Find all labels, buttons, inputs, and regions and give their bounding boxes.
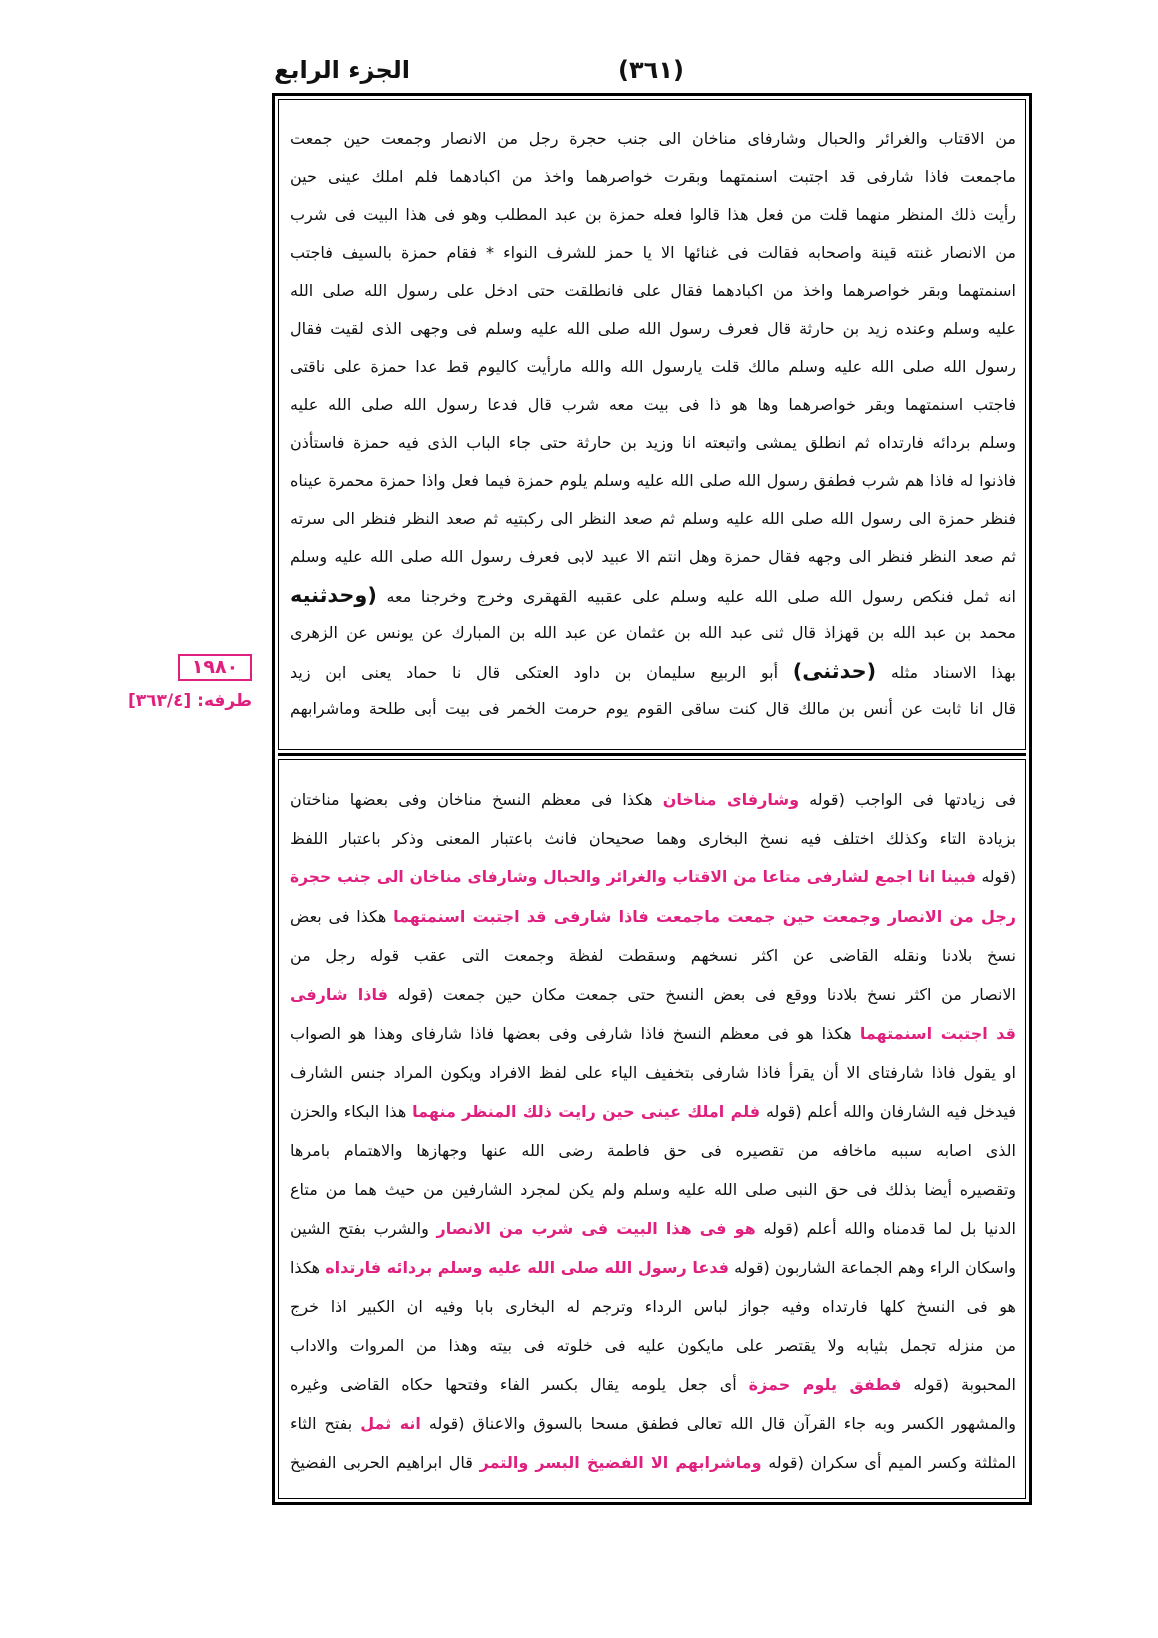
hadith-line: رسول الله صلى الله عليه وسلم مالك قلت يارسول الله والله مارأيت كاليوم قط عدا حمزة على ناقتى [290,357,1016,376]
page-number: (٣٦١) [618,56,684,84]
hadith-line: قال انا ثابت عن أنس بن مالك قال كنت ساقى القوم يوم حرمت الخمر فى بيت أبى طلحة وماشرابهم [290,699,1016,718]
hadith-line: فاذنوا له فاذا هم شرب فطفق رسول الله صلى الله عليه وسلم يلوم حمزة فيما فعل واذا حمزة محمرة عيناه [290,471,1016,490]
hadith-line: رأيت ذلك المنظر منهما قلت من فعل هذا قالوا فعله حمزة بن عبد المطلب وهو فى هذا البيت فى شرب [290,205,1016,224]
highlighted-quote: هو فى هذا البيت فى شرب من الانصار [436,1219,756,1238]
hadith-line: من الاقتاب والغرائر والحبال وشارفاى مناخان الى جنب حجرة رجل من الانصار وجمعت حين جمعت [290,129,1016,148]
hadith-line: ثم صعد النظر فنظر الى وجهه فقال حمزة وهل انتم الا عبيد لابى فعرف رسول الله صلى الله عليه وسلم [290,547,1016,566]
hadith-text-block [288,120,1016,728]
commentary-text: قال ابراهيم الحربى الفضيخ [290,1453,480,1472]
hadith-line: اسنمتهما وبقر خواصرهما واخذ من اكبادهما فقال على فانطلقت حتى ادخل على رسول الله صلى الله [290,281,1016,300]
commentary-line [288,975,1016,1014]
commentary-line [288,1365,1016,1404]
commentary-text: فى زيادتها فى الواجب (قوله [799,790,1016,809]
commentary-line [288,1092,1016,1131]
hadith-line: من الانصار غنته قينة واصحابه فقالت فى غنائها الا يا حمز للشرف النواء * فقام حمزة بالسيف فاجتب [290,243,1016,262]
highlighted-quote: فاذا شارفى [290,985,388,1004]
commentary-line [288,1014,1016,1053]
commentary-text: هكذا [289,1258,326,1277]
commentary-text: فيدخل فيه الشارفان والله أعلم (قوله [760,1102,1016,1121]
highlighted-quote: فطفق يلوم حمزة [748,1375,902,1394]
commentary-line [288,1209,1016,1248]
commentary-line [288,858,1016,897]
commentary-text: هكذا فى معظم النسخ مناخان وفى بعضها مناختان [290,790,663,809]
hadith-number-badge: ١٩٨٠ [178,654,252,681]
hadith-text: انه ثمل فنكص رسول الله صلى الله عليه وسلم على عقبيه القهقرى وخرج وخرجنا معه [376,587,1016,606]
commentary-line [288,1404,1016,1443]
commentary-text: والمشهور الكسر وبه جاء القرآن قال الله تعالى فطفق مسحا بالسوق والاعناق (قوله [420,1414,1016,1433]
highlighted-quote: وشارفاى مناخان [662,790,800,809]
commentary-text: بفتح الثاء [289,1414,361,1433]
commentary-text: هذا البكاء والحزن [289,1102,413,1121]
commentary-text: الدنيا بل لما قدمناه والله أعلم (قوله [755,1219,1016,1238]
hadith-line [288,652,1016,690]
hadith-line: فنظر حمزة الى رسول الله صلى الله عليه وسلم ثم صعد النظر الى ركبتيه ثم صعد النظر فنظر الى سرته [290,509,1016,528]
commentary-text-block [288,780,1016,1482]
highlighted-quote: فدعا رسول الله صلى الله عليه وسلم بردائه فارتداه [325,1258,730,1277]
commentary-text: هكذا فى بعض [289,907,394,926]
hadith-line: محمد بن عبد الله بن قهزاذ قال ثنى عبد الله بن عثمان عن عبد الله بن المبارك عن يونس عن الزهرى [290,623,1016,642]
commentary-line [288,780,1016,819]
highlighted-quote: فلم املك عينى حين رايت ذلك المنظر منهما [412,1102,761,1121]
hadith-line: وسلم بردائه فارتداه ثم انطلق يمشى واتبعته انا وزيد بن حارثة حتى جاء الباب الذى فيه حمزة فاستأذن [290,433,1016,452]
commentary-line: من منزله تجمل بثيابه ولا يقتصر على مايكون عليه فى خلوته فى بيته وهذا من المروات والاداب [290,1336,1016,1355]
commentary-text: هكذا هو فى معظم النسخ فاذا شارفى وفى بعضها فاذا شارفاى وهذا هو الصواب [290,1024,860,1043]
commentary-line [288,897,1016,936]
commentary-line: بزيادة التاء وكذلك اختلف فيه نسخ البخارى وهما صحيحان فانث باعتبار المعنى وذكر باعتبار اللفظ [290,829,1016,848]
highlighted-quote: قد اجتبت اسنمتهما [859,1024,1016,1043]
cross-reference: طرفه: [٣٦٣/٤] [127,691,252,711]
commentary-text: أى جعل يلومه يقال بكسر الفاء وفتحها حكاه القاضى وغيره [289,1375,749,1394]
hadith-line: ماجمعت فاذا شارفى قد اجتبت اسنمتهما وبقرت خواصرهما واخذ من اكبادهما فلم املك عينى حين [290,167,1016,186]
hadith-text: أبو الربيع سليمان بن داود العتكى قال نا حماد يعنى ابن زيد [290,663,793,682]
commentary-line: نسخ بلادنا ونقله القاضى عن اكثر نسخهم وسقطت لفظة وجمعت التى عقب قوله رجل من [290,946,1016,965]
commentary-line: الذى اصابه سببه ماخافه من تقصيره فى حق فاطمة رضى الله عنها وجهازها والاهتمام بامرها [290,1141,1016,1160]
commentary-text: المحبوبة (قوله [901,1375,1016,1394]
hadith-text: بهذا الاسناد مثله [876,663,1016,682]
commentary-line: او يقول فاذا شارفتاى الا أن يقرأ فاذا شارفى بتخفيف الياء على لفظ الافراد ويكون المراد جنس الشارف [290,1063,1016,1082]
narration-marker: (وحدثنيه [290,583,377,607]
highlighted-quote: فبينا انا اجمع لشارفى متاعا من الاقتاب والغرائر والحبال وشارفاى مناخان الى جنب حجرة [290,868,977,886]
highlighted-quote: انه ثمل [360,1414,421,1433]
hadith-line [288,576,1016,614]
box-divider [278,753,1026,756]
commentary-text: الانصار من اكثر نسخ بلادنا ووقع فى بعض النسخ حتى جمعت مكان حين جمعت (قوله [387,985,1016,1004]
hadith-line: عليه وسلم وعنده زيد بن حارثة قال فعرف رسول الله صلى الله عليه وسلم فى وجهى الذى لقيت فقال [290,319,1016,338]
commentary-text: واسكان الراء وهم الجماعة الشاربون (قوله [729,1258,1016,1277]
highlighted-quote: رجل من الانصار وجمعت حين جمعت ماجمعت فاذا شارفى قد اجتبت اسنمتهما [393,907,1016,926]
volume-title: الجزء الرابع [274,56,410,84]
narration-marker: (حدثنى) [792,659,877,683]
commentary-text: والشرب بفتح الشين [290,1219,437,1238]
highlighted-quote: وماشرابهم الا الفضيخ البسر والتمر [479,1453,762,1472]
commentary-line: وتقصيره أيضا بذلك فى حق النبى صلى الله عليه وسلم ولم يكن لمجرد الشارفين من حيث هما من متاع [290,1180,1016,1199]
commentary-line [288,1248,1016,1287]
commentary-text: المثلثة وكسر الميم أى سكران (قوله [761,1453,1016,1472]
commentary-line [288,1443,1016,1482]
hadith-line: فاجتب اسنمتهما وبقر خواصرهما وها هو ذا فى بيت معه شرب قال فدعا رسول الله صلى الله عليه [290,395,1016,414]
commentary-text: (قوله [976,868,1016,886]
commentary-line: هو فى النسخ كلها فارتداه وفيه جواز لباس الرداء وترجم له البخارى بابا وفيه ان الكبير اذا خرج [290,1297,1016,1316]
